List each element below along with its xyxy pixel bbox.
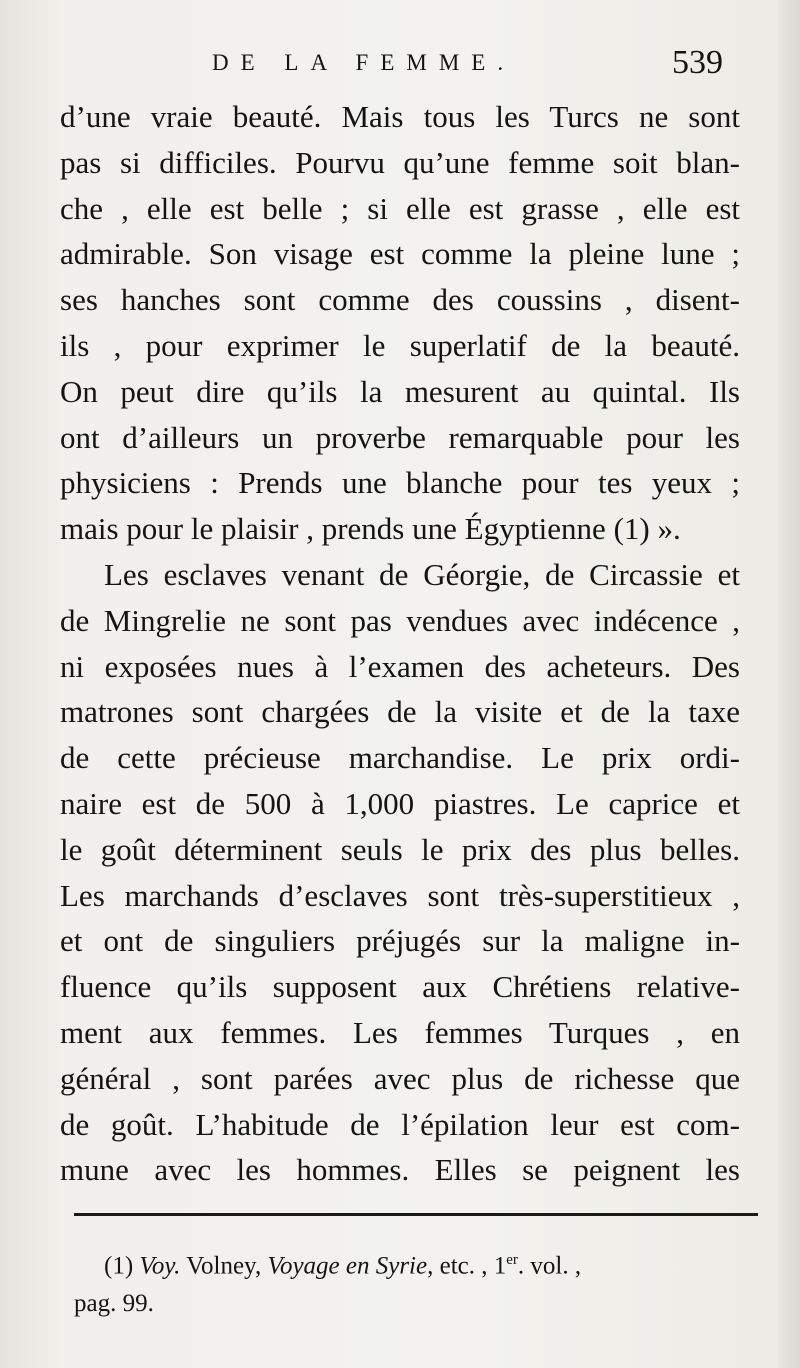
text-line: mune avec les hommes. Elles se peignent les bbox=[60, 1152, 740, 1188]
text-line: d’une vraie beauté. Mais tous les Turcs ne sont bbox=[60, 99, 740, 134]
footnote-volume: . vol. , bbox=[517, 1252, 582, 1280]
text-line: naire est de 500 à 1,000 piastres. Le caprice et bbox=[60, 785, 740, 821]
footnote-divider bbox=[74, 1213, 758, 1216]
text-line: che , elle est belle ; si elle est grasse , elle est bbox=[60, 190, 740, 226]
text-line: ont d’ailleurs un proverbe remarquable pour les bbox=[60, 419, 740, 455]
footnote-rest: , etc. , 1 bbox=[427, 1252, 507, 1280]
text-line: ment aux femmes. Les femmes Turques , en bbox=[60, 1014, 740, 1050]
footnote bbox=[74, 1238, 764, 1326]
page-edge bbox=[778, 0, 800, 1368]
page-header bbox=[200, 44, 730, 84]
running-title: DE LA FEMME. bbox=[212, 50, 516, 75]
footnote-superscript: er bbox=[506, 1252, 518, 1268]
text-line: de Mingrelie ne sont pas vendues avec indécence , bbox=[60, 602, 740, 638]
text-line: fluence qu’ils supposent aux Chrétiens relative- bbox=[60, 969, 740, 1005]
text-line: mais pour le plaisir , prends une Égyptienne (1) ». bbox=[60, 511, 681, 547]
text-line: admirable. Son visage est comme la pleine lune ; bbox=[60, 236, 740, 272]
text-line: de goût. L’habitude de l’épilation leur est com- bbox=[60, 1106, 740, 1142]
text-line: On peut dire qu’ils la mesurent au quintal. Ils bbox=[60, 373, 740, 409]
footnote-marker: (1) bbox=[104, 1252, 134, 1280]
text-line: matrones sont chargées de la visite et de la taxe bbox=[60, 694, 740, 730]
text-line: Les esclaves venant de Géorgie, de Circassie et bbox=[104, 556, 740, 592]
text-line: ses hanches sont comme des coussins , disent- bbox=[60, 282, 740, 318]
page-number: 539 bbox=[672, 44, 723, 81]
text-line: le goût déterminent seuls le prix des plus belles. bbox=[60, 831, 740, 867]
text-line: ni exposées nues à l’examen des acheteurs. Des bbox=[60, 648, 740, 684]
text-line: pas si difficiles. Pourvu qu’une femme soit blan- bbox=[60, 144, 740, 180]
text-line: physiciens : Prends une blanche pour tes yeux ; bbox=[60, 465, 740, 501]
text-line: de cette précieuse marchandise. Le prix ordi- bbox=[60, 740, 740, 776]
text-line: et ont de singuliers préjugés sur la maligne in- bbox=[60, 923, 740, 959]
footnote-voy: Voy. bbox=[139, 1252, 181, 1280]
text-line: Les marchands d’esclaves sont très-superstitieux , bbox=[60, 877, 740, 913]
footnote-work: Voyage en Syrie bbox=[267, 1252, 428, 1280]
text-line: ils , pour exprimer le superlatif de la beauté. bbox=[60, 327, 740, 363]
body-text bbox=[60, 94, 740, 1193]
footnote-page: pag. 99. bbox=[74, 1290, 154, 1317]
text-line: général , sont parées avec plus de richesse que bbox=[60, 1060, 740, 1096]
footnote-author: Volney, bbox=[186, 1252, 262, 1280]
footnote-line bbox=[74, 1238, 764, 1282]
